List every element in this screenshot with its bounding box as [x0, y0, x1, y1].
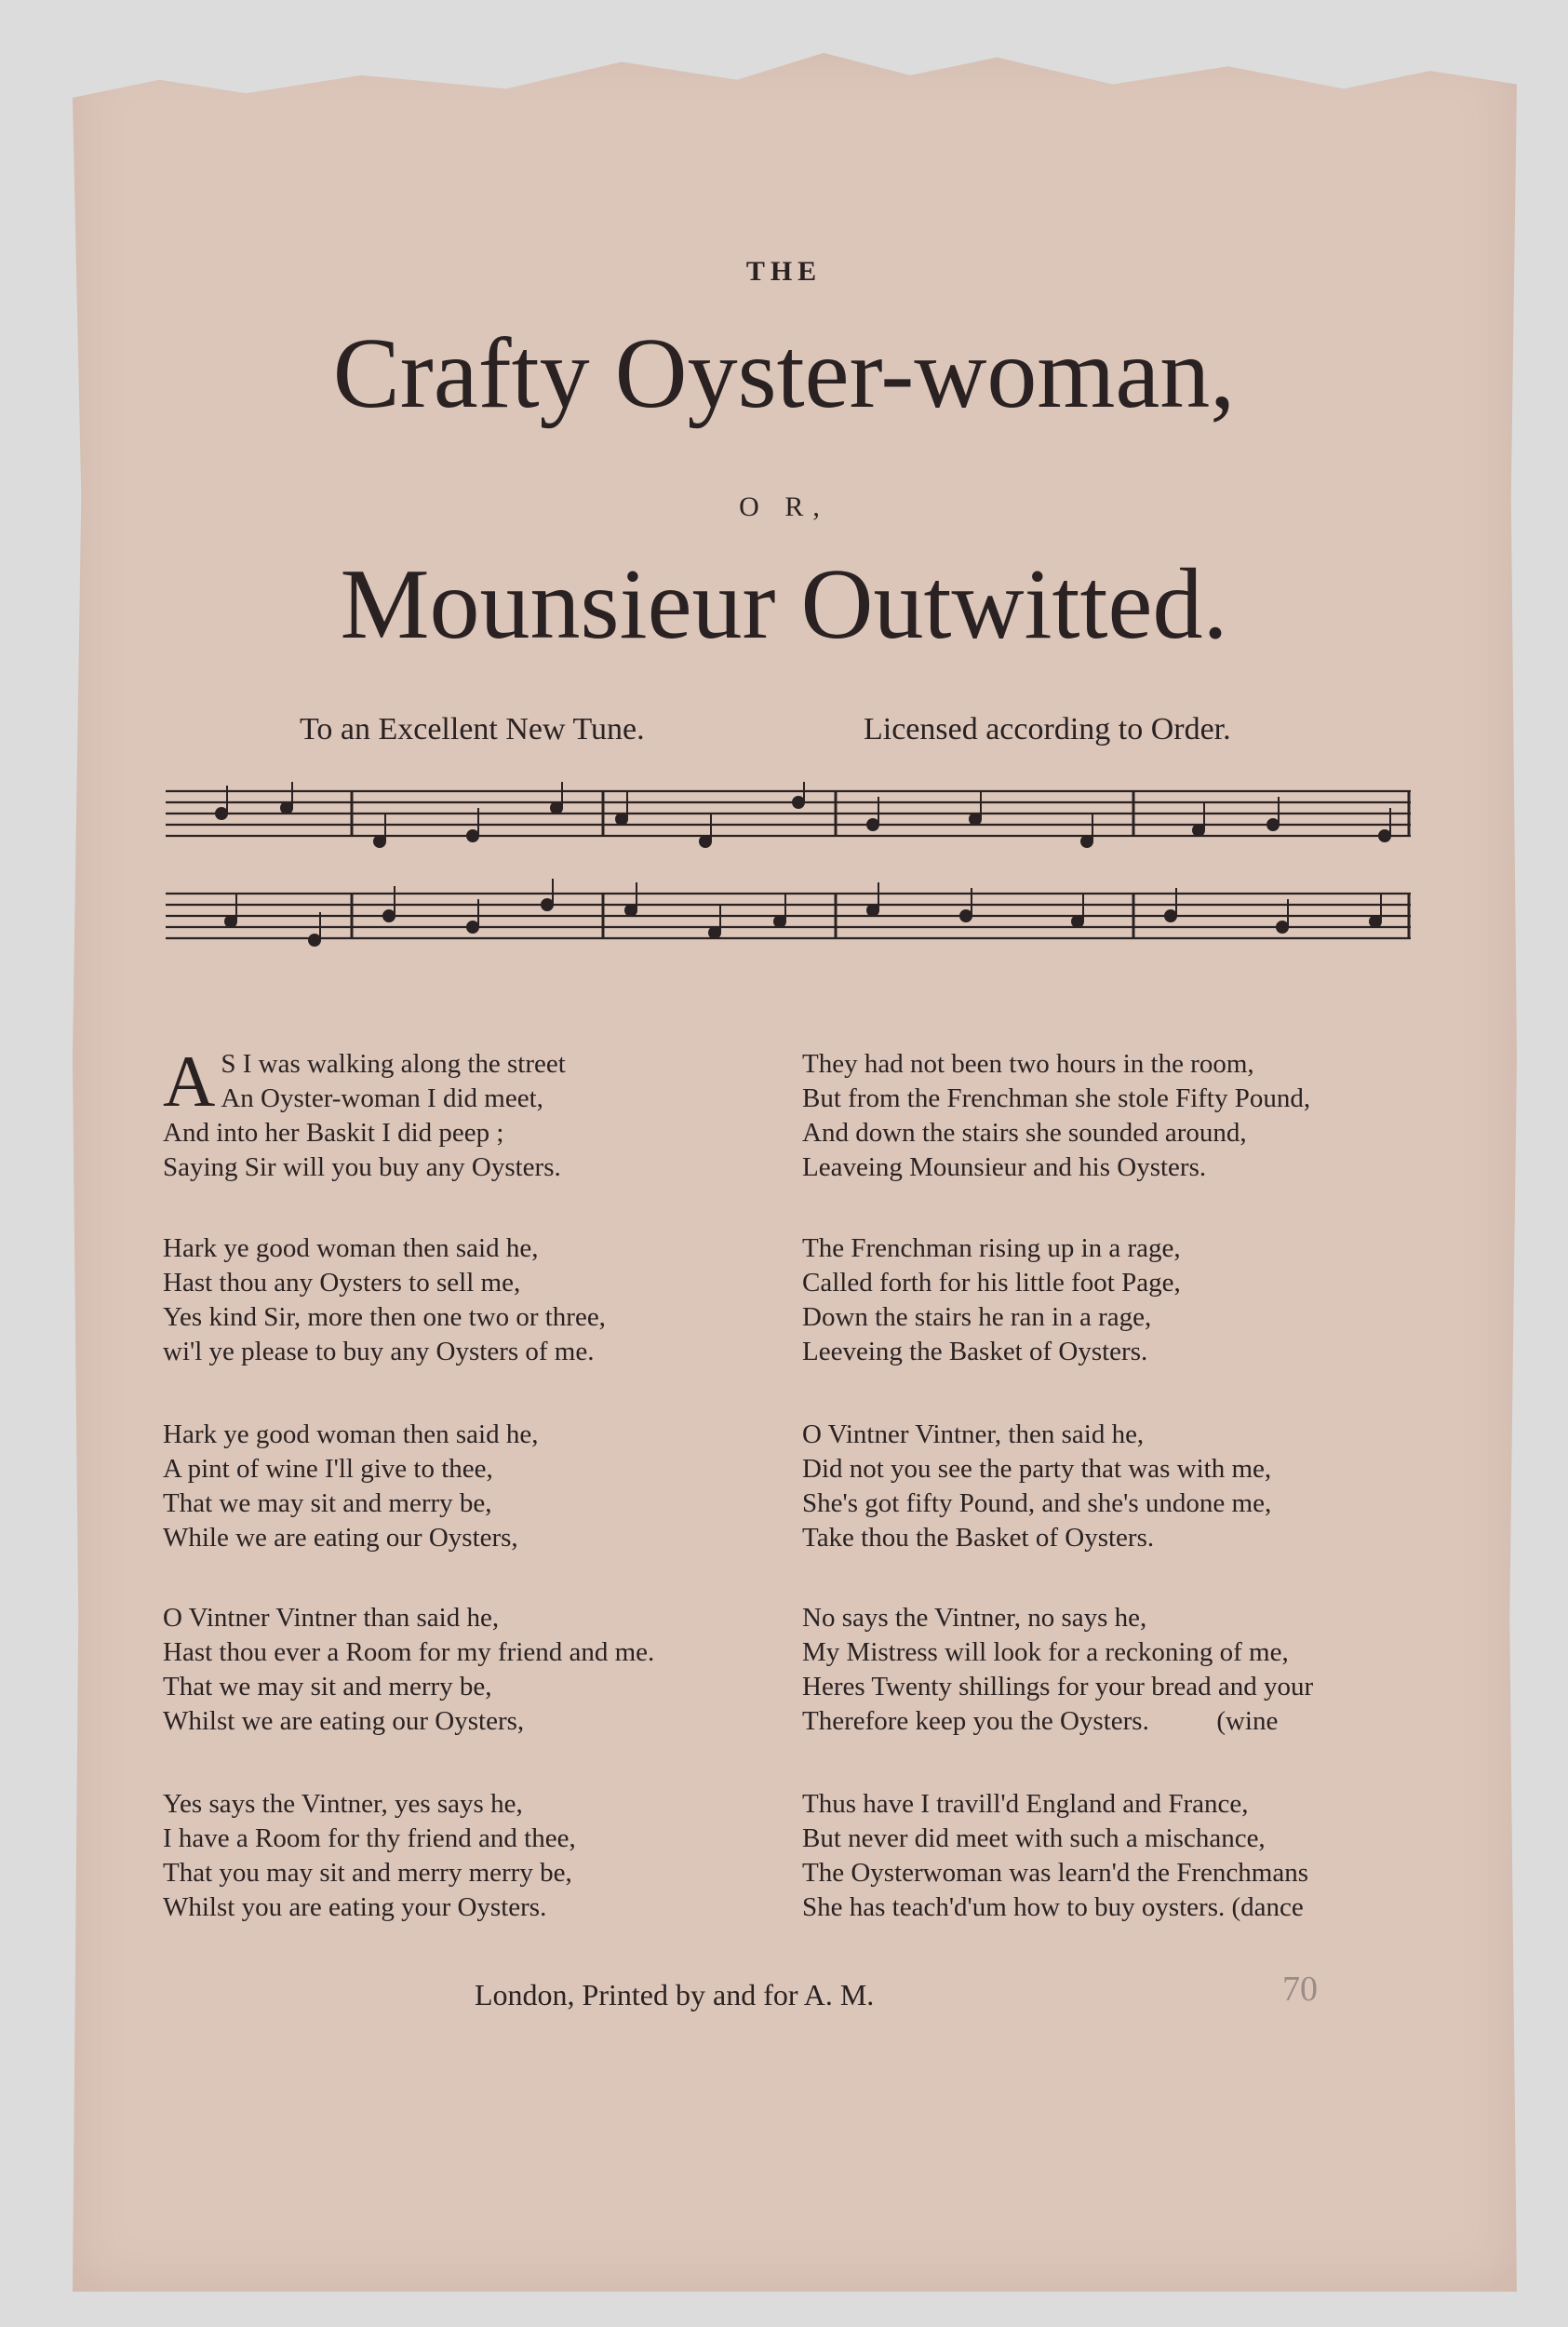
verse-line: But from the Frenchman she stole Fifty Pound, [802, 1083, 1311, 1113]
verse-line: Down the stairs he ran in a rage, [802, 1302, 1152, 1332]
verse-line: Leaveing Mounsieur and his Oysters. [802, 1152, 1207, 1182]
verse-right-1 [802, 1047, 1398, 1185]
verse-line: No says the Vintner, no says he, [802, 1603, 1147, 1633]
verse-line: And down the stairs she sounded around, [802, 1118, 1247, 1148]
verse-line: But never did meet with such a mischance, [802, 1823, 1266, 1853]
verse-left-2 [163, 1231, 758, 1369]
verse-line: Take thou the Basket of Oysters. [802, 1523, 1155, 1553]
verse-line: The Oysterwoman was learn'd the Frenchmans [802, 1858, 1308, 1888]
verse-left-4 [163, 1601, 758, 1739]
verse-line: O Vintner Vintner, then said he, [802, 1419, 1145, 1449]
verse-line: While we are eating our Oysters, [163, 1523, 518, 1553]
verse-line: wi'l ye please to buy any Oysters of me. [163, 1337, 595, 1366]
verse-line: Therefore keep you the Oysters. (wine [802, 1706, 1279, 1736]
verse-line: Hast thou any Oysters to sell me, [163, 1268, 521, 1298]
musical-notation [166, 782, 1411, 977]
verse-line: I have a Room for thy friend and thee, [163, 1823, 576, 1853]
verse-line: Whilst you are eating your Oysters. [163, 1892, 547, 1922]
verse-line: That you may sit and merry merry be, [163, 1858, 572, 1888]
verse-line: That we may sit and merry be, [163, 1672, 492, 1702]
title-or: O R, [739, 491, 829, 522]
verse-line: My Mistress will look for a reckoning of me, [802, 1637, 1289, 1667]
imprint: London, Printed by and for A. M. [475, 1978, 875, 2011]
verse-right-5 [802, 1787, 1398, 1925]
license-note: Licensed according to Order. [864, 712, 1231, 747]
verse-line: Thus have I travill'd England and France, [802, 1789, 1249, 1819]
verse-right-3 [802, 1418, 1398, 1555]
verse-right-4 [802, 1601, 1398, 1739]
verse-line: Hark ye good woman then said he, [163, 1419, 539, 1449]
verse-line: Yes kind Sir, more then one two or three, [163, 1302, 606, 1332]
verse-left-5 [163, 1787, 758, 1925]
main-title: Crafty Oyster-woman, [332, 318, 1236, 429]
tune-note: To an Excellent New Tune. [300, 712, 645, 747]
verse-line: She has teach'd'um how to buy oysters. (dance [802, 1892, 1304, 1922]
verse-line: Did not you see the party that was with me, [802, 1454, 1272, 1484]
verse-line: Whilst we are eating our Oysters, [163, 1706, 525, 1736]
verse-line: Saying Sir will you buy any Oysters. [163, 1152, 561, 1182]
verse-line: Heres Twenty shillings for your bread and your [802, 1672, 1314, 1702]
title-prefix: THE [745, 256, 823, 287]
verse-line: An Oyster-woman I did meet, [221, 1083, 543, 1113]
drop-cap: A [163, 1041, 216, 1122]
verse-line: They had not been two hours in the room, [802, 1049, 1254, 1079]
verse-line: The Frenchman rising up in a rage, [802, 1233, 1181, 1263]
verse-line: Leeveing the Basket of Oysters. [802, 1337, 1148, 1366]
verse-line: S I was walking along the street [221, 1049, 566, 1079]
verse-line: A pint of wine I'll give to thee, [163, 1454, 493, 1484]
verse-line: Yes says the Vintner, yes says he, [163, 1789, 523, 1819]
verse-line: That we may sit and merry be, [163, 1488, 492, 1518]
verse-line: Hast thou ever a Room for my friend and me. [163, 1637, 655, 1667]
verse-line: Called forth for his little foot Page, [802, 1268, 1181, 1298]
verse-line: Hark ye good woman then said he, [163, 1233, 539, 1263]
verse-line: And into her Baskit I did peep ; [163, 1118, 504, 1148]
verse-left-1 [163, 1041, 758, 1185]
verse-line: She's got fifty Pound, and she's undone me, [802, 1488, 1272, 1518]
sub-title: Mounsieur Outwitted. [340, 549, 1228, 660]
verse-left-3 [163, 1418, 758, 1555]
verse-line: O Vintner Vintner than said he, [163, 1603, 500, 1633]
verse-right-2 [802, 1231, 1398, 1369]
pencil-mark: 70 [1282, 1970, 1318, 2009]
